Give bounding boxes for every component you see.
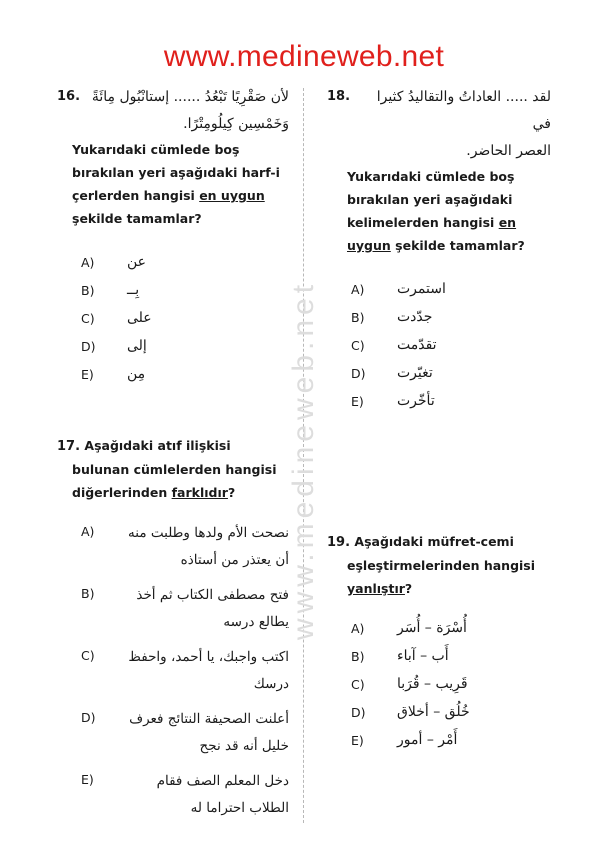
question-stem: Yukarıdaki cümlede boş bırakılan yeri aşağıdaki harf-i çerlerden hangisi en uygun şekilde tamamlar? xyxy=(72,142,280,226)
option-c[interactable]: C) قَرِيب – قُرَبا xyxy=(351,676,468,692)
options xyxy=(351,614,551,754)
option-b[interactable]: B) أَب – آباء xyxy=(351,648,449,664)
question-18 xyxy=(327,84,551,415)
option-b[interactable]: B) جدّدت xyxy=(351,309,433,325)
question-17 xyxy=(57,434,289,830)
option-e[interactable]: E) مِن xyxy=(81,366,146,382)
question-19 xyxy=(327,530,551,754)
option-e[interactable]: E) دخل المعلم الصف فقام الطلاب احتراما له xyxy=(81,772,289,816)
emphasis: en uygun xyxy=(199,188,265,203)
option-c[interactable]: C) تقدّمت xyxy=(351,337,437,353)
option-e[interactable]: E) أَمْر – أمور xyxy=(351,732,458,748)
emphasis: farklıdır xyxy=(171,485,228,500)
option-a[interactable]: A) أُسْرَة – أُسَر xyxy=(351,620,467,636)
options xyxy=(81,248,289,388)
arabic-sentence xyxy=(356,84,551,165)
question-number: 18. xyxy=(327,89,351,104)
question-stem: Yukarıdaki cümlede boş bırakılan yeri aşağıdaki kelimelerden hangisi en uygun şekilde tamamlar? xyxy=(347,169,525,253)
arabic-line: وَخَمْسِين كِيلُومِتْرًا. xyxy=(183,116,289,132)
option-a[interactable]: A) استمرت xyxy=(351,281,446,297)
arabic-sentence xyxy=(86,84,289,138)
option-b[interactable]: B) فتح مصطفى الكتاب ثم أخذ يطالع درسه xyxy=(81,586,289,630)
site-url-header: www.medineweb.net xyxy=(163,40,445,73)
option-a[interactable]: A) نصحت الأم ولدها وطلبت منه أن يعتذر من أستاذه xyxy=(81,524,289,568)
option-e[interactable]: E) تأخّرت xyxy=(351,393,435,409)
option-d[interactable]: D) خُلُق – أخلاق xyxy=(351,704,470,720)
option-c[interactable]: C) اكتب واجبك، يا أحمد، واحفظ درسك xyxy=(81,648,289,692)
arabic-line: لأن صَقْرِيًا تَبْعُدُ ...... إستانْبُول مِائَةً xyxy=(91,89,289,105)
question-16 xyxy=(57,84,289,388)
option-c[interactable]: C) على xyxy=(81,310,152,326)
question-stem: 19. Aşağıdaki müfret-cemi eşleştirmelerinden hangisi yanlıştır? xyxy=(327,534,536,596)
option-d[interactable]: D) أعلنت الصحيفة النتائج فعرف خليل أنه قد نجح xyxy=(81,710,289,754)
watermark: www.medineweb.net xyxy=(287,279,320,641)
option-d[interactable]: D) إلى xyxy=(81,338,147,354)
question-stem: 17. Aşağıdaki atıf ilişkisi bulunan cümlelerden hangisi diğerlerinden farklıdır? xyxy=(57,438,277,500)
options xyxy=(81,520,289,822)
arabic-line: لقد ..... العاداتُ والتقاليدُ كثيرا في xyxy=(376,89,551,132)
question-number: 19. xyxy=(327,535,351,550)
options xyxy=(351,275,551,415)
option-d[interactable]: D) تغيّرت xyxy=(351,365,433,381)
option-a[interactable]: A) عن xyxy=(81,254,147,270)
option-b[interactable]: B) بِــ xyxy=(81,282,140,298)
question-number: 16. xyxy=(57,89,81,104)
emphasis: en uygun xyxy=(347,215,517,253)
question-number: 17. xyxy=(57,439,81,454)
arabic-line: العصر الحاضر. xyxy=(466,143,551,159)
emphasis: yanlıştır xyxy=(347,581,405,596)
